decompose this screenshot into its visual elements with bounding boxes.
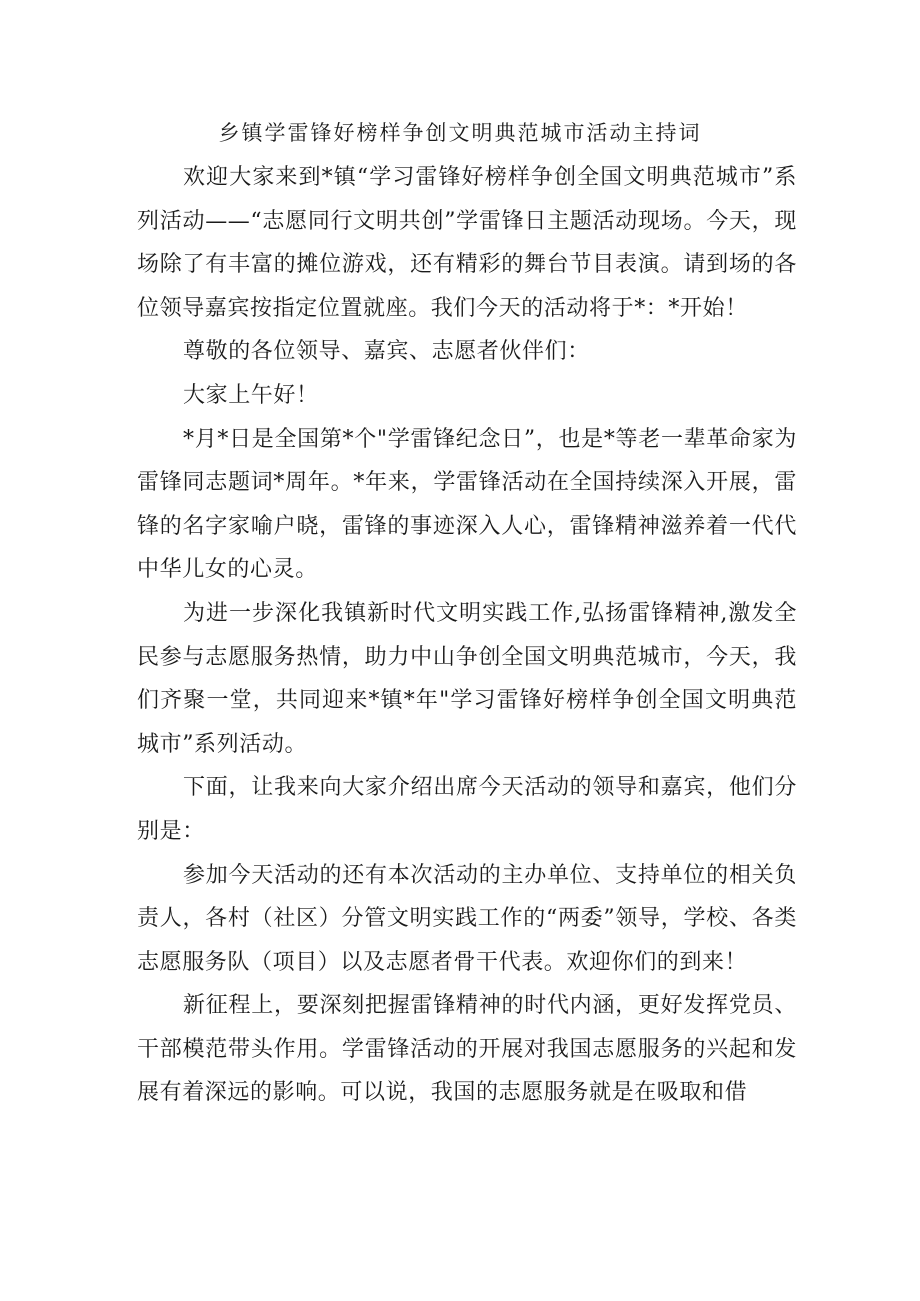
paragraph-purpose: 为进一步深化我镇新时代文明实践工作,弘扬雷锋精神,激发全民参与志愿服务热情，助力中山争创全国文明典范城市，今天，我们齐聚一堂，共同迎来*镇*年"学习雷锋好榜样争创全国文明典范城市”系列活动。 xyxy=(137,600,797,757)
document-title: 乡镇学雷锋好榜样争创文明典范城市活动主持词 xyxy=(218,121,702,145)
document-body xyxy=(137,156,797,1115)
paragraph-greeting: 大家上午好！ xyxy=(183,382,319,408)
paragraph-anniversary: *月*日是全国第*个"学雷锋纪念日”，也是*等老一辈革命家为雷锋同志题词*周年。*年来，学雷锋活动在全国持续深入开展，雷锋的名字家喻户晓，雷锋的事迹深入人心，雷锋精神滋养着一代代中华儿女的心灵。 xyxy=(137,426,797,583)
paragraph-introduction: 下面，让我来向大家介绍出席今天活动的领导和嘉宾，他们分别是： xyxy=(137,775,797,844)
paragraph-attendees: 参加今天活动的还有本次活动的主办单位、支持单位的相关负责人，各村（社区）分管文明实践工作的“两委”领导，学校、各类志愿服务队（项目）以及志愿者骨干代表。欢迎你们的到来！ xyxy=(137,862,797,975)
paragraph-new-journey: 新征程上，要深刻把握雷锋精神的时代内涵，更好发挥党员、干部模范带头作用。学雷锋活动的开展对我国志愿服务的兴起和发展有着深远的影响。可以说，我国的志愿服务就是在吸取和借 xyxy=(137,993,797,1106)
paragraph-salutation: 尊敬的各位领导、嘉宾、志愿者伙伴们： xyxy=(183,339,590,365)
paragraph-welcome: 欢迎大家来到*镇“学习雷锋好榜样争创全国文明典范城市”系列活动——“志愿同行文明共创”学雷锋日主题活动现场。今天，现场除了有丰富的摊位游戏，还有精彩的舞台节目表演。请到场的各位领导嘉宾按指定位置就座。我们今天的活动将于*：*开始！ xyxy=(137,165,797,321)
